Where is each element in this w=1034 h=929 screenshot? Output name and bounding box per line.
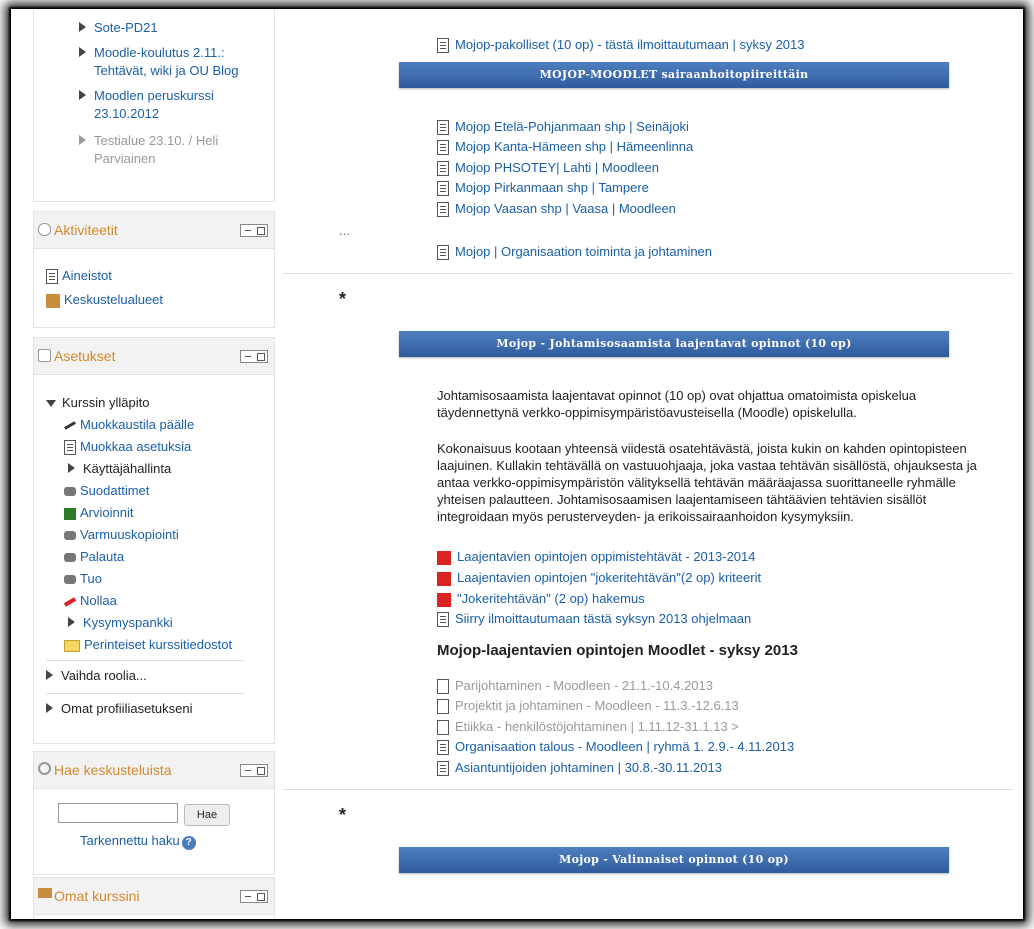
document-icon bbox=[437, 245, 449, 260]
section-banner: MOJOP-MOODLET sairaanhoitopiireittäin bbox=[399, 62, 949, 88]
resource-link[interactable] bbox=[437, 159, 659, 177]
search-forums-block bbox=[33, 751, 275, 875]
pdf-link[interactable] bbox=[437, 548, 756, 566]
blank-document-icon bbox=[437, 679, 449, 694]
search-button[interactable] bbox=[184, 804, 230, 826]
settings-link[interactable]: Muokkaustila päälle bbox=[80, 417, 195, 432]
expand-arrow-icon bbox=[46, 703, 53, 713]
activity-item-forums[interactable] bbox=[46, 288, 163, 312]
resource-link-label[interactable]: Mojop Etelä-Pohjanmaan shp | Seinäjoki bbox=[455, 119, 689, 134]
pdf-icon bbox=[437, 593, 451, 607]
settings-link[interactable]: Käyttäjähallinta bbox=[83, 461, 172, 476]
document-icon bbox=[437, 120, 449, 135]
backup-icon bbox=[64, 531, 76, 540]
hidden-resource-link[interactable] bbox=[437, 677, 713, 695]
settings-item-question-bank[interactable] bbox=[64, 612, 244, 634]
section-divider bbox=[283, 273, 1013, 274]
settings-item-filters[interactable] bbox=[64, 480, 244, 502]
resource-link[interactable] bbox=[437, 738, 794, 756]
document-icon bbox=[437, 161, 449, 176]
course-link[interactable]: Sote-PD21 bbox=[94, 20, 158, 35]
collapse-arrow-icon bbox=[46, 400, 56, 407]
block-title: Asetukset bbox=[54, 348, 116, 364]
blank-document-icon bbox=[437, 699, 449, 714]
filter-icon bbox=[64, 487, 76, 496]
settings-link[interactable]: Arvioinnit bbox=[80, 505, 134, 520]
activity-item-resources[interactable] bbox=[46, 264, 163, 288]
section-heading: Mojop-laajentavien opintojen Moodlet - syksy 2013 bbox=[437, 642, 798, 659]
block-header bbox=[34, 212, 274, 249]
resource-link[interactable] bbox=[437, 118, 689, 136]
settings-icon bbox=[38, 349, 51, 362]
course-item[interactable] bbox=[94, 44, 274, 80]
settings-link[interactable]: Varmuuskopiointi bbox=[80, 527, 179, 542]
hidden-resource-link[interactable] bbox=[437, 697, 739, 715]
document-icon bbox=[437, 612, 449, 627]
block-collapse-icon[interactable] bbox=[240, 350, 268, 363]
settings-item-import[interactable] bbox=[64, 568, 244, 590]
block-collapse-icon[interactable] bbox=[240, 890, 268, 903]
course-item[interactable] bbox=[94, 87, 274, 123]
block-title: Omat kurssini bbox=[54, 888, 140, 904]
pdf-link-label[interactable]: "Jokeritehtävän" (2 op) hakemus bbox=[457, 591, 645, 606]
expand-arrow-icon bbox=[79, 90, 86, 100]
reset-icon bbox=[64, 597, 76, 606]
settings-link[interactable]: Suodattimet bbox=[80, 483, 150, 498]
ellipsis-text: ... bbox=[339, 223, 350, 238]
pdf-link-label[interactable]: Laajentavien opintojen "jokeritehtävän"(2 op) kriteerit bbox=[457, 570, 762, 585]
settings-item-reset[interactable] bbox=[64, 590, 244, 612]
block-header bbox=[34, 752, 274, 789]
profile-settings-label[interactable]: Omat profiiliasetukseni bbox=[61, 701, 193, 716]
resource-link-label[interactable]: Projektit ja johtaminen - Moodleen - 11.3.-12.6.13 bbox=[455, 698, 739, 713]
description-paragraph: Kokonaisuus kootaan yhteensä viidestä osatehtävästä, joista kukin on kahden opintopisteen laajuinen. Kullakin tehtävällä on vastuuohjaaja, joka vastaa tehtävän sisällöstä, ohjauksesta ja antaa verkko-oppimisympäristön välityksellä tehtävän määräajassa suorittaneelle ryhmälle yhteisen palautteen. Johtamisosaamisen laajentamiseen tähtäävien tehtävien sisällöt integroidaan myös perusterveyden- ja erikoissairaanhoidon kysymyksiin. bbox=[437, 441, 977, 524]
my-courses-block bbox=[33, 877, 275, 920]
expand-arrow-icon bbox=[46, 670, 53, 680]
folder-icon bbox=[64, 640, 80, 652]
resource-link-label[interactable]: Organisaation talous - Moodleen | ryhmä 1. 2.9.- 4.11.2013 bbox=[455, 739, 795, 754]
resource-link-label[interactable]: Mojop Kanta-Hämeen shp | Hämeenlinna bbox=[455, 139, 694, 154]
course-link[interactable]: Testialue 23.10. / Heli Parviainen bbox=[94, 133, 219, 166]
expand-arrow-icon bbox=[68, 617, 75, 627]
block-header bbox=[34, 338, 274, 375]
resource-link-label[interactable]: Parijohtaminen - Moodleen - 21.1.-10.4.2013 bbox=[455, 678, 713, 693]
advanced-search-link[interactable] bbox=[80, 833, 196, 850]
section-divider bbox=[283, 789, 1013, 790]
pdf-icon bbox=[437, 551, 451, 565]
pdf-link[interactable] bbox=[437, 569, 761, 587]
settings-link[interactable]: Kysymyspankki bbox=[83, 615, 173, 630]
settings-item-restore[interactable] bbox=[64, 546, 244, 568]
resource-link-label[interactable]: Mojop Pirkanmaan shp | Tampere bbox=[455, 180, 649, 195]
hidden-resource-link[interactable] bbox=[437, 718, 739, 736]
grades-icon bbox=[64, 508, 76, 520]
settings-item-edit-settings[interactable] bbox=[64, 436, 244, 458]
switch-role-label[interactable]: Vaihda roolia... bbox=[61, 668, 147, 683]
activity-link[interactable]: Keskustelualueet bbox=[64, 292, 164, 307]
resource-link-label[interactable]: Etiikka - henkilöstöjohtaminen | 1.11.12-31.1.13 > bbox=[455, 719, 739, 734]
switch-role-node[interactable] bbox=[46, 660, 244, 687]
block-collapse-icon[interactable] bbox=[240, 764, 268, 777]
document-icon bbox=[437, 202, 449, 217]
pdf-icon bbox=[437, 572, 451, 586]
settings-item-grades[interactable] bbox=[64, 502, 244, 524]
block-title: Hae keskusteluista bbox=[54, 762, 172, 778]
description-paragraph: Johtamisosaamista laajentavat opinnot (10 op) ovat ohjattua omatoimista opiskelua täydennettynä verkko-oppimisympäristöavusteisella (Moodle) opiskelulla. bbox=[437, 388, 917, 420]
document-icon bbox=[437, 761, 449, 776]
expand-arrow-icon bbox=[79, 22, 86, 32]
resource-link-label[interactable]: Mojop-pakolliset (10 op) - tästä ilmoittautumaan | syksy 2013 bbox=[455, 37, 805, 52]
settings-item-legacy-files[interactable] bbox=[64, 634, 244, 656]
course-item[interactable] bbox=[94, 132, 274, 168]
settings-item-users[interactable] bbox=[64, 458, 244, 480]
resource-link-label[interactable]: Asiantuntijoiden johtaminen | 30.8.-30.11.2013 bbox=[455, 760, 722, 775]
resource-link[interactable] bbox=[437, 243, 712, 261]
course-link[interactable]: Moodle-koulutus 2.11.: Tehtävät, wiki ja OU Blog bbox=[94, 45, 239, 78]
resource-link[interactable] bbox=[437, 200, 676, 218]
resource-link[interactable] bbox=[437, 36, 804, 54]
sidebar bbox=[33, 9, 274, 909]
settings-block bbox=[33, 337, 275, 744]
forum-icon bbox=[46, 294, 60, 308]
resource-link-label[interactable]: Mojop | Organisaation toiminta ja johtaminen bbox=[455, 244, 713, 259]
settings-link[interactable]: Perinteiset kurssitiedostot bbox=[84, 637, 233, 652]
settings-link[interactable]: Nollaa bbox=[80, 593, 117, 608]
resource-link-label[interactable]: Mojop PHSOTEY| Lahti | Moodleen bbox=[455, 160, 660, 175]
document-icon bbox=[437, 740, 449, 755]
expand-arrow-icon bbox=[79, 135, 86, 145]
page-frame bbox=[10, 8, 1024, 920]
settings-link[interactable]: Muokkaa asetuksia bbox=[80, 439, 192, 454]
restore-icon bbox=[64, 553, 76, 562]
course-link[interactable]: Moodlen peruskurssi 23.10.2012 bbox=[94, 88, 214, 121]
course-admin-label[interactable]: Kurssin ylläpito bbox=[62, 395, 150, 410]
search-button-label: Hae bbox=[196, 809, 218, 821]
search-input[interactable] bbox=[58, 803, 178, 823]
section-marker: * bbox=[339, 289, 347, 309]
course-admin-node[interactable] bbox=[46, 392, 244, 414]
section-banner: Mojop - Valinnaiset opinnot (10 op) bbox=[399, 847, 949, 873]
profile-settings-node[interactable] bbox=[46, 693, 244, 720]
resource-link[interactable] bbox=[437, 759, 722, 777]
block-collapse-icon[interactable] bbox=[240, 224, 268, 237]
activity-icon bbox=[38, 223, 51, 236]
pdf-link[interactable] bbox=[437, 590, 645, 608]
settings-link[interactable]: Palauta bbox=[80, 549, 125, 564]
expand-arrow-icon bbox=[79, 47, 86, 57]
block-title: Aktiviteetit bbox=[54, 222, 118, 238]
settings-item-backup[interactable] bbox=[64, 524, 244, 546]
course-item[interactable] bbox=[94, 19, 274, 37]
section-marker: * bbox=[339, 805, 347, 825]
resource-link[interactable] bbox=[437, 610, 751, 628]
pencil-icon bbox=[64, 421, 76, 430]
document-icon bbox=[437, 181, 449, 196]
activity-link[interactable]: Aineistot bbox=[62, 268, 112, 283]
expand-arrow-icon bbox=[68, 463, 75, 473]
settings-item-edit-mode[interactable] bbox=[64, 414, 244, 436]
resource-link[interactable] bbox=[437, 138, 693, 156]
activities-block bbox=[33, 211, 275, 328]
document-icon bbox=[437, 38, 449, 53]
block-header bbox=[34, 878, 274, 915]
document-icon bbox=[437, 140, 449, 155]
search-icon bbox=[38, 762, 51, 775]
settings-link[interactable]: Tuo bbox=[80, 571, 102, 586]
document-icon bbox=[64, 440, 76, 455]
courses-icon bbox=[38, 888, 52, 898]
resource-link-label[interactable]: Mojop Vaasan shp | Vaasa | Moodleen bbox=[455, 201, 676, 216]
help-icon[interactable]: ? bbox=[182, 836, 196, 850]
blank-document-icon bbox=[437, 720, 449, 735]
my-courses-list-block bbox=[33, 8, 275, 202]
pdf-link-label[interactable]: Laajentavien opintojen oppimistehtävät - 2013-2014 bbox=[457, 549, 756, 564]
section-banner: Mojop - Johtamisosaamista laajentavat opinnot (10 op) bbox=[399, 331, 949, 357]
advanced-search-label[interactable]: Tarkennettu haku bbox=[80, 833, 180, 848]
resource-link-label[interactable]: Siirry ilmoittautumaan tästä syksyn 2013 ohjelmaan bbox=[455, 611, 752, 626]
resource-link[interactable] bbox=[437, 179, 649, 197]
main-content bbox=[283, 9, 1013, 919]
document-icon bbox=[46, 269, 58, 284]
import-icon bbox=[64, 575, 76, 584]
